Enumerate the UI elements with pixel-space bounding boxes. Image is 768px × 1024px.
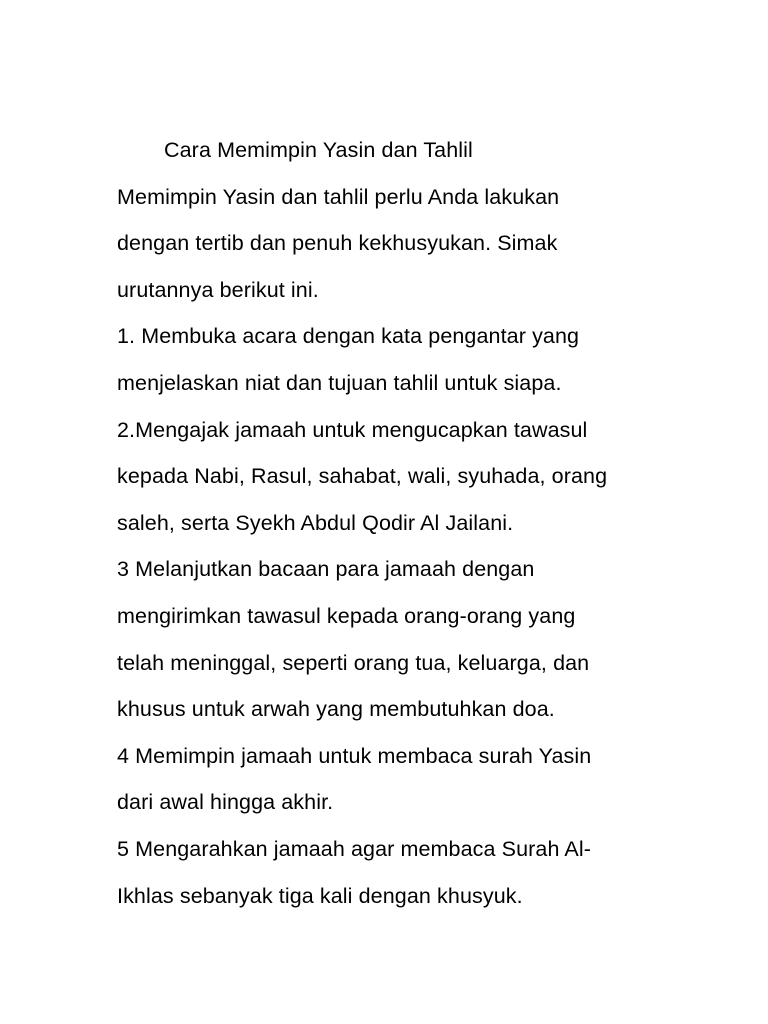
intro-line-1: Memimpin Yasin dan tahlil perlu Anda lakukan bbox=[117, 184, 560, 209]
step-1-line-2: menjelaskan niat dan tujuan tahlil untuk siapa. bbox=[117, 370, 562, 395]
intro-line-2: dengan tertib dan penuh kekhusyukan. Simak bbox=[117, 231, 558, 256]
intro-line-3: urutannya berikut ini. bbox=[117, 277, 319, 302]
step-1-line-1: 1. Membuka acara dengan kata pengantar yang bbox=[117, 324, 580, 349]
step-5-line-1: 5 Mengarahkan jamaah agar membaca Surah Al- bbox=[117, 836, 591, 861]
step-2-line-3: saleh, serta Syekh Abdul Qodir Al Jailani. bbox=[117, 510, 514, 535]
step-3-line-2: mengirimkan tawasul kepada orang-orang yang bbox=[117, 603, 576, 628]
step-3-line-1: 3 Melanjutkan bacaan para jamaah dengan bbox=[117, 557, 535, 582]
step-3-line-4: khusus untuk arwah yang membutuhkan doa. bbox=[117, 697, 555, 722]
step-3-line-3: telah meninggal, seperti orang tua, keluarga, dan bbox=[117, 650, 590, 675]
step-5-line-2: Ikhlas sebanyak tiga kali dengan khusyuk. bbox=[117, 883, 523, 908]
document-title: Cara Memimpin Yasin dan Tahlil bbox=[164, 138, 473, 162]
step-4-line-2: dari awal hingga akhir. bbox=[117, 790, 334, 815]
step-2-line-2: kepada Nabi, Rasul, sahabat, wali, syuhada, orang bbox=[117, 464, 608, 489]
step-4-line-1: 4 Memimpin jamaah untuk membaca surah Yasin bbox=[117, 743, 592, 768]
step-2-line-1: 2.Mengajak jamaah untuk mengucapkan tawasul bbox=[117, 417, 588, 442]
document-body bbox=[117, 133, 647, 925]
